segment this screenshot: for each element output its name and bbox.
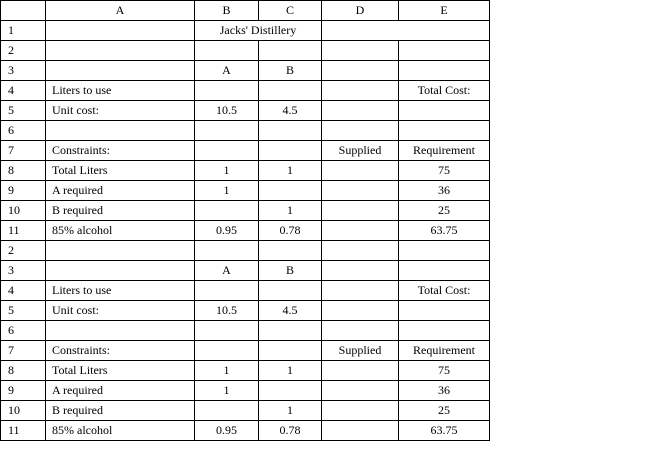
cell[interactable]: B bbox=[259, 61, 322, 81]
table-row bbox=[1, 301, 490, 321]
cell[interactable] bbox=[322, 161, 399, 181]
table-row bbox=[1, 221, 490, 241]
data-rows bbox=[1, 41, 490, 441]
cell[interactable]: A bbox=[195, 261, 259, 281]
cell[interactable]: 10.5 bbox=[195, 101, 259, 121]
cell[interactable] bbox=[46, 261, 195, 281]
cell[interactable] bbox=[195, 241, 259, 261]
cell[interactable] bbox=[259, 121, 322, 141]
cell[interactable]: 1 bbox=[195, 161, 259, 181]
cell[interactable] bbox=[195, 41, 259, 61]
cell[interactable]: Unit cost: bbox=[46, 301, 195, 321]
table-row bbox=[1, 121, 490, 141]
row-number[interactable]: 3 bbox=[1, 261, 46, 281]
table-row bbox=[1, 241, 490, 261]
cell[interactable] bbox=[259, 321, 322, 341]
cell[interactable]: 1 bbox=[195, 381, 259, 401]
cell[interactable]: 0.78 bbox=[259, 221, 322, 241]
cell[interactable]: Supplied bbox=[322, 141, 399, 161]
cell[interactable]: 1 bbox=[195, 361, 259, 381]
cell[interactable] bbox=[259, 141, 322, 161]
cell[interactable] bbox=[195, 121, 259, 141]
table-row bbox=[1, 261, 490, 281]
table-row bbox=[1, 341, 490, 361]
cell[interactable] bbox=[322, 61, 399, 81]
cell[interactable] bbox=[399, 241, 490, 261]
cell[interactable] bbox=[322, 181, 399, 201]
row-number[interactable]: 9 bbox=[1, 181, 46, 201]
cell[interactable] bbox=[322, 201, 399, 221]
cell[interactable]: A required bbox=[46, 181, 195, 201]
cell[interactable] bbox=[259, 281, 322, 301]
row-number[interactable]: 6 bbox=[1, 121, 46, 141]
cell[interactable]: 1 bbox=[259, 401, 322, 421]
cell[interactable] bbox=[322, 101, 399, 121]
table-row bbox=[1, 161, 490, 181]
cell[interactable]: 0.78 bbox=[259, 421, 322, 441]
cell[interactable]: Total Cost: bbox=[399, 281, 490, 301]
cell[interactable]: 75 bbox=[399, 161, 490, 181]
cell[interactable] bbox=[195, 201, 259, 221]
cell[interactable]: Constraints: bbox=[46, 341, 195, 361]
cell[interactable] bbox=[259, 181, 322, 201]
cell[interactable]: Liters to use bbox=[46, 281, 195, 301]
cell[interactable]: 36 bbox=[399, 381, 490, 401]
table-row bbox=[1, 281, 490, 301]
cell[interactable] bbox=[46, 61, 195, 81]
cell[interactable]: Constraints: bbox=[46, 141, 195, 161]
cell[interactable]: A required bbox=[46, 381, 195, 401]
column-header-a[interactable]: A bbox=[46, 1, 195, 21]
row-number[interactable]: 6 bbox=[1, 321, 46, 341]
table-row bbox=[1, 421, 490, 441]
cell[interactable]: Requirement bbox=[399, 141, 490, 161]
cell[interactable] bbox=[46, 21, 195, 41]
cell[interactable]: 63.75 bbox=[399, 221, 490, 241]
cell[interactable]: 36 bbox=[399, 181, 490, 201]
row-number[interactable]: 11 bbox=[1, 421, 46, 441]
cell[interactable]: B bbox=[259, 261, 322, 281]
row-number[interactable]: 4 bbox=[1, 81, 46, 101]
cell[interactable]: 63.75 bbox=[399, 421, 490, 441]
cell[interactable]: 85% alcohol bbox=[46, 221, 195, 241]
cell[interactable]: B required bbox=[46, 401, 195, 421]
row-number[interactable]: 5 bbox=[1, 101, 46, 121]
cell[interactable]: 10.5 bbox=[195, 301, 259, 321]
column-header-c[interactable]: C bbox=[259, 1, 322, 21]
row-number[interactable]: 10 bbox=[1, 201, 46, 221]
cell[interactable]: 4.5 bbox=[259, 301, 322, 321]
cell[interactable] bbox=[259, 381, 322, 401]
cell[interactable]: Requirement bbox=[399, 341, 490, 361]
cell[interactable] bbox=[46, 41, 195, 61]
row-number[interactable]: 8 bbox=[1, 361, 46, 381]
cell[interactable]: 1 bbox=[259, 361, 322, 381]
cell[interactable] bbox=[195, 81, 259, 101]
cell[interactable] bbox=[195, 401, 259, 421]
table-row bbox=[1, 201, 490, 221]
cell[interactable]: A bbox=[195, 61, 259, 81]
cell[interactable]: 0.95 bbox=[195, 221, 259, 241]
cell[interactable]: 75 bbox=[399, 361, 490, 381]
table-row bbox=[1, 141, 490, 161]
cell[interactable] bbox=[46, 121, 195, 141]
cell[interactable] bbox=[399, 301, 490, 321]
cell[interactable] bbox=[195, 341, 259, 361]
cell[interactable] bbox=[322, 381, 399, 401]
cell[interactable] bbox=[399, 321, 490, 341]
row-number[interactable]: 7 bbox=[1, 341, 46, 361]
cell[interactable]: Unit cost: bbox=[46, 101, 195, 121]
cell[interactable] bbox=[259, 341, 322, 361]
cell[interactable]: Supplied bbox=[322, 341, 399, 361]
cell[interactable] bbox=[322, 401, 399, 421]
row-number[interactable]: 3 bbox=[1, 61, 46, 81]
column-header-b[interactable]: B bbox=[195, 1, 259, 21]
cell[interactable] bbox=[259, 241, 322, 261]
cell[interactable] bbox=[399, 61, 490, 81]
cell[interactable]: 25 bbox=[399, 201, 490, 221]
row-number[interactable]: 1 bbox=[1, 21, 46, 41]
cell[interactable] bbox=[46, 321, 195, 341]
table-row bbox=[1, 381, 490, 401]
row-number[interactable]: 2 bbox=[1, 241, 46, 261]
column-header-e[interactable]: E bbox=[399, 1, 490, 21]
cell[interactable]: 1 bbox=[259, 201, 322, 221]
cell[interactable]: 25 bbox=[399, 401, 490, 421]
row-number[interactable]: 8 bbox=[1, 161, 46, 181]
row-number[interactable]: 7 bbox=[1, 141, 46, 161]
cell[interactable]: Total Liters bbox=[46, 161, 195, 181]
cell[interactable]: Total Cost: bbox=[399, 81, 490, 101]
cell[interactable] bbox=[322, 421, 399, 441]
cell[interactable] bbox=[46, 241, 195, 261]
table-row bbox=[1, 41, 490, 61]
cell[interactable] bbox=[322, 281, 399, 301]
cell[interactable]: 1 bbox=[259, 161, 322, 181]
table-row bbox=[1, 321, 490, 341]
cell[interactable] bbox=[399, 121, 490, 141]
table-row bbox=[1, 401, 490, 421]
cell[interactable]: 0.95 bbox=[195, 421, 259, 441]
cell[interactable] bbox=[322, 261, 399, 281]
table-row bbox=[1, 101, 490, 121]
cell[interactable]: 85% alcohol bbox=[46, 421, 195, 441]
cell[interactable] bbox=[322, 361, 399, 381]
cell[interactable] bbox=[322, 121, 399, 141]
cell[interactable] bbox=[195, 321, 259, 341]
cell[interactable] bbox=[322, 241, 399, 261]
table-row bbox=[1, 81, 490, 101]
cell[interactable] bbox=[399, 261, 490, 281]
row-number[interactable]: 4 bbox=[1, 281, 46, 301]
row-number[interactable]: 5 bbox=[1, 301, 46, 321]
column-header-d[interactable]: D bbox=[322, 1, 399, 21]
cell[interactable]: Liters to use bbox=[46, 81, 195, 101]
select-all-corner[interactable] bbox=[1, 1, 46, 21]
cell[interactable]: 4.5 bbox=[259, 101, 322, 121]
cell[interactable] bbox=[322, 301, 399, 321]
cell[interactable]: Total Liters bbox=[46, 361, 195, 381]
row-number[interactable]: 9 bbox=[1, 381, 46, 401]
cell[interactable] bbox=[195, 141, 259, 161]
cell[interactable] bbox=[322, 81, 399, 101]
cell[interactable] bbox=[322, 321, 399, 341]
sheet-title-cell[interactable]: Jacks' Distillery bbox=[195, 21, 322, 41]
cell[interactable] bbox=[322, 221, 399, 241]
cell[interactable] bbox=[195, 281, 259, 301]
cell[interactable] bbox=[322, 41, 399, 61]
cell[interactable] bbox=[399, 101, 490, 121]
cell[interactable]: B required bbox=[46, 201, 195, 221]
column-header-row bbox=[1, 1, 490, 21]
row-number[interactable]: 2 bbox=[1, 41, 46, 61]
row-number[interactable]: 11 bbox=[1, 221, 46, 241]
cell[interactable]: 1 bbox=[195, 181, 259, 201]
table-row bbox=[1, 61, 490, 81]
table-row bbox=[1, 181, 490, 201]
cell[interactable] bbox=[259, 81, 322, 101]
title-row bbox=[1, 21, 490, 41]
table-row bbox=[1, 361, 490, 381]
cell[interactable] bbox=[399, 41, 490, 61]
cell[interactable] bbox=[322, 21, 490, 41]
row-number[interactable]: 10 bbox=[1, 401, 46, 421]
cell[interactable] bbox=[259, 41, 322, 61]
